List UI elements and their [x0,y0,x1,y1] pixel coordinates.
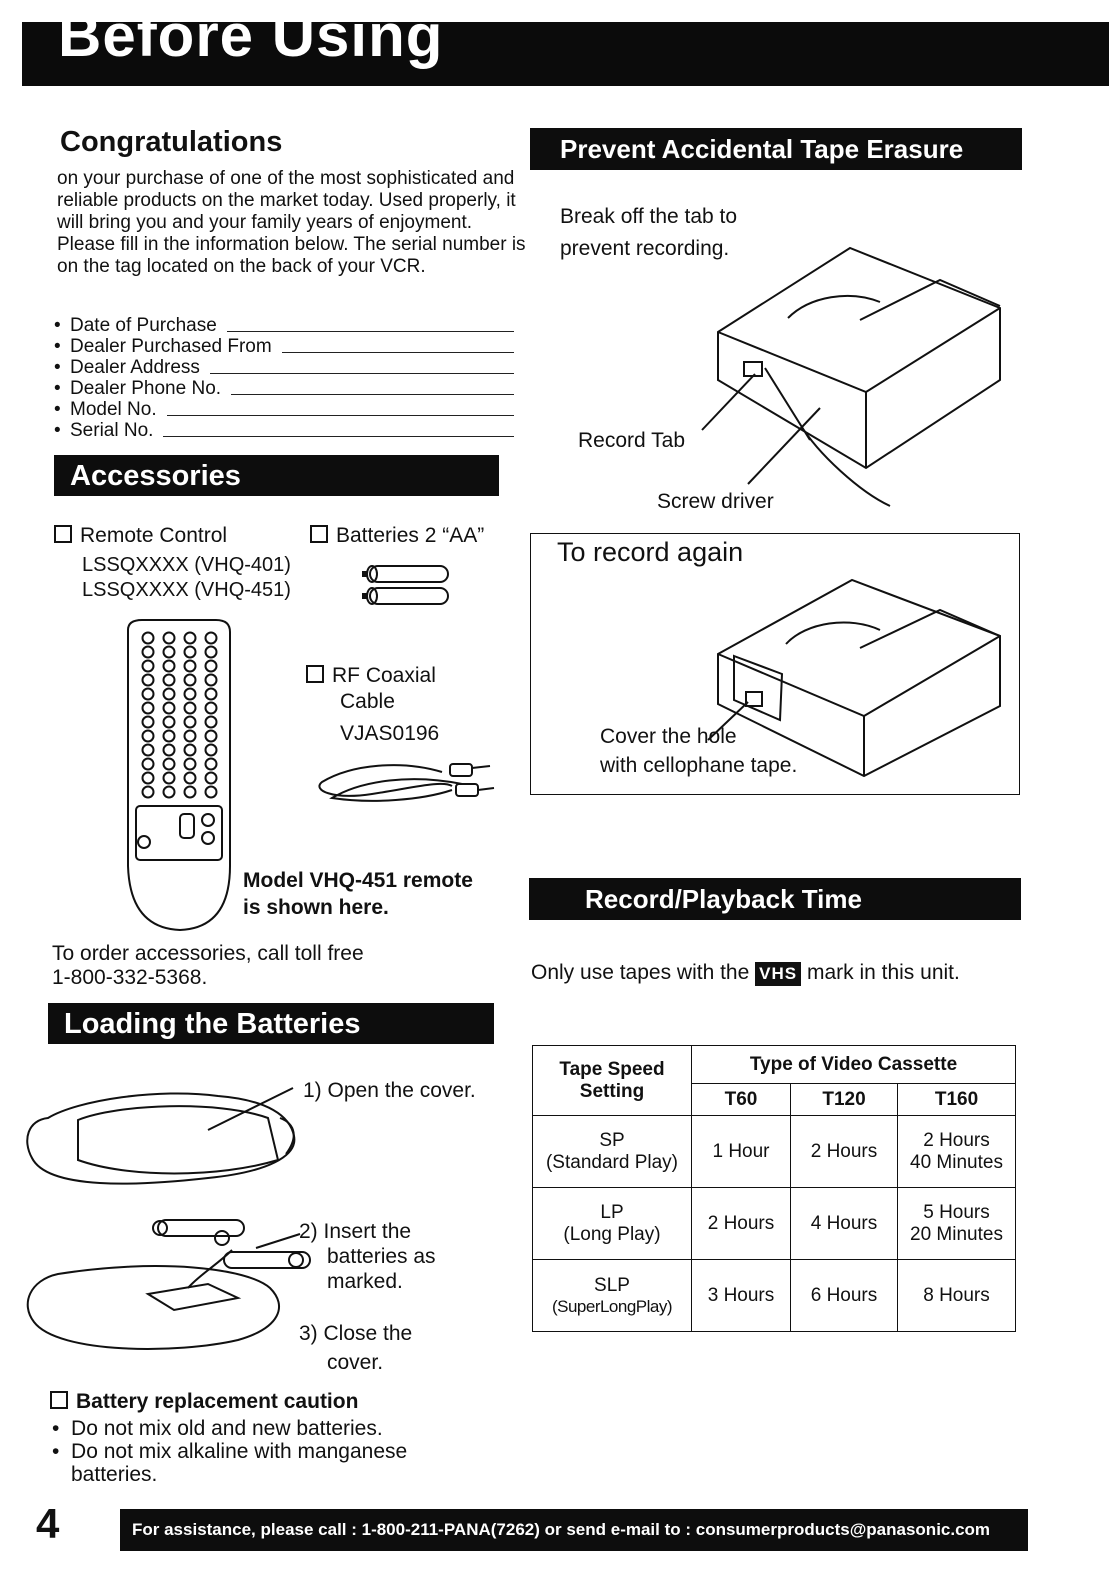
remote-button-icon [143,745,154,756]
remote-button-icon [143,773,154,784]
record-tab-illustration [560,240,1005,510]
remote-button-icon [206,633,217,644]
table-row: SP (Standard Play) 1 Hour 2 Hours 2 Hours 40 Minutes [533,1116,1016,1188]
remote-caption: Model VHQ-451 remote is shown here. [243,869,473,919]
remote-button-icon [206,773,217,784]
checkbox-icon [50,1391,68,1409]
record-again-title: To record again [557,537,744,567]
aa-batteries-icon [360,562,455,610]
remote-button-icon [143,787,154,798]
battery-step-2: 2) Insert the batteries as marked. [299,1220,436,1293]
checkbox-icon [54,525,72,543]
remote-button-icon [185,731,196,742]
remote-button-icon [206,689,217,700]
rf-cable-label-2: Cable [340,690,395,713]
assistance-footer: For assistance, please call : 1-800-211-PANA(7262) or send e-mail to : consumerproducts@panasonic.com [120,1509,1028,1551]
remote-button-icon [185,717,196,728]
remote-button-icon [185,675,196,686]
remote-button-icon [185,703,196,714]
fill-line [282,352,514,353]
remote-button-icon [185,759,196,770]
remote-button-icon [164,787,175,798]
remote-button-icon [185,647,196,658]
remote-button-icon [206,717,217,728]
remote-button-icon [164,647,175,658]
screw-driver-label: Screw driver [657,490,774,513]
remote-button-icon [206,731,217,742]
playback-time-heading: Record/Playback Time [529,878,1021,920]
loading-batteries-heading: Loading the Batteries [48,1003,494,1044]
remote-button-icon [164,773,175,784]
playback-time-table [532,1045,1016,1332]
record-tab-label: Record Tab [578,429,686,452]
page-number: 4 [36,1500,60,1547]
remote-button-icon [185,661,196,672]
vhs-mark: VHS [755,962,801,986]
tape-erasure-text: Break off the tab to prevent recording. [560,205,738,260]
remote-button-icon [164,675,175,686]
table-row: LP (Long Play) 2 Hours 4 Hours 5 Hours 20 Minutes [533,1188,1016,1260]
vhs-note: Only use tapes with the VHS mark in this unit. [531,961,960,984]
list-item: batteries. [71,1463,158,1486]
remote-button-icon [206,703,217,714]
remote-button-icon [206,647,217,658]
fill-line [167,415,514,416]
remote-control-label: Remote Control [54,524,227,548]
remote-button-icon [185,745,196,756]
info-field: • Dealer Phone No. [54,378,514,399]
checkbox-icon [310,525,328,543]
remote-button-icon [206,675,217,686]
accessories-heading: Accessories [54,455,499,496]
remote-button-icon [143,731,154,742]
rf-cable-label: RF Coaxial [306,664,436,688]
table-row: SLP (SuperLongPlay) 3 Hours 6 Hours 8 Hours [533,1260,1016,1332]
remote-button-icon [164,745,175,756]
fill-line [231,394,514,395]
info-field: • Serial No. [54,420,514,441]
table-header-t120: T120 [791,1084,898,1116]
battery-caution-list [52,1417,407,1486]
tape-erasure-heading: Prevent Accidental Tape Erasure [530,128,1022,170]
remote-button-icon [185,633,196,644]
remote-button-icon [143,689,154,700]
congrats-intro: on your purchase of one of the most sophisticated and reliable products on the market today. Used properly, it will bring you and your family years of enjoyment. Please fill in the information below. The serial number is on the tag located on the back of your VCR. [57,168,526,277]
remote-button-icon [164,731,175,742]
info-field: • Dealer Address [54,357,514,378]
coax-cable-icon [312,760,502,806]
remote-button-icon [143,675,154,686]
remote-button-icon [206,745,217,756]
table-header-type: Type of Video Cassette [692,1046,1016,1084]
remote-button-icon [164,633,175,644]
info-field: • Model No. [54,399,514,420]
table-header-t160: T160 [898,1084,1016,1116]
remote-control-icon [122,616,237,934]
fill-line [227,331,514,332]
table-header-speed: Tape Speed Setting [533,1046,692,1116]
remote-button-icon [164,661,175,672]
batteries-label: Batteries 2 “AA” [310,524,484,548]
remote-button-icon [143,703,154,714]
remote-button-icon [164,703,175,714]
remote-button-icon [206,787,217,798]
info-field: • Dealer Purchased From [54,336,514,357]
fill-line [163,436,514,437]
purchase-info-list [54,315,514,441]
remote-button-icon [143,717,154,728]
fill-line [210,373,514,374]
remote-button-icon [206,661,217,672]
list-item: • Do not mix alkaline with manganese [52,1440,408,1463]
battery-step-3: 3) Close the cover. [299,1322,413,1374]
remote-button-icon [143,647,154,658]
remote-button-icon [143,759,154,770]
order-accessories-note: To order accessories, call toll free 1-800-332-5368. [52,942,364,989]
remote-button-icon [143,633,154,644]
remote-codes: LSSQXXXX (VHQ-401) LSSQXXXX (VHQ-451) [82,554,291,601]
congrats-title: Congratulations [60,126,283,158]
list-item: • Do not mix old and new batteries. [52,1417,383,1440]
battery-caution-title: Battery replacement caution [50,1390,358,1414]
insert-batteries-illustration [18,1214,318,1364]
remote-button-icon [185,787,196,798]
battery-step-1: 1) Open the cover. [303,1079,476,1102]
remote-button-icon [164,759,175,770]
remote-button-icon [164,689,175,700]
remote-button-icon [164,717,175,728]
info-field: • Date of Purchase [54,315,514,336]
remote-button-icon [185,689,196,700]
remote-button-icon [185,773,196,784]
page-title: Before Using [58,2,444,69]
remote-button-icon [143,661,154,672]
cover-hole-text: Cover the hole with cellophane tape. [600,725,798,777]
remote-button-icon [206,759,217,770]
table-header-t60: T60 [692,1084,791,1116]
open-cover-illustration [18,1060,318,1200]
checkbox-icon [306,665,324,683]
rf-cable-code: VJAS0196 [340,722,440,745]
